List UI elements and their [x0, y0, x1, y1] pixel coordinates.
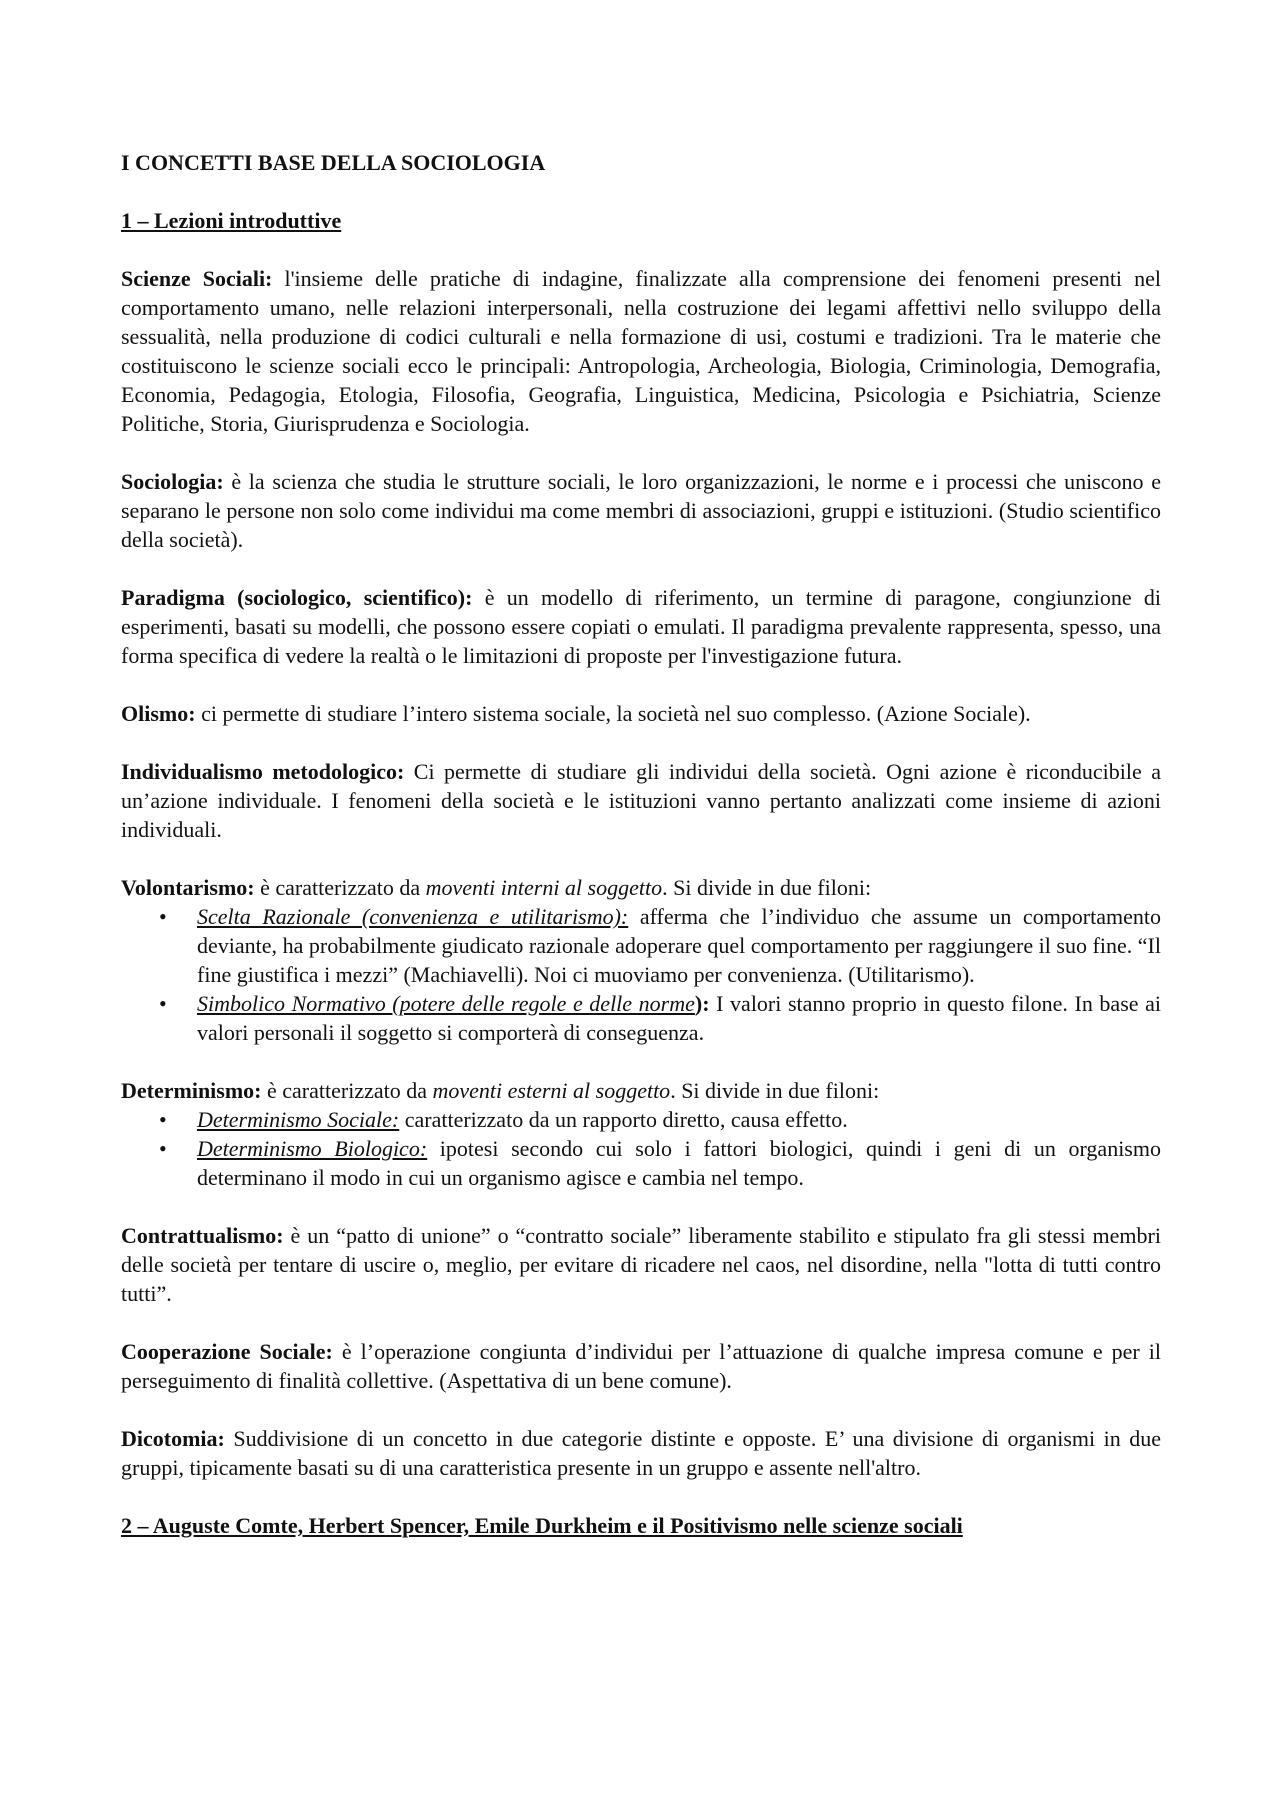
- term-label: Dicotomia:: [121, 1426, 225, 1451]
- bullet-icon: •: [159, 1107, 167, 1132]
- term-label: Olismo:: [121, 701, 196, 726]
- lead-text: è caratterizzato da: [254, 875, 426, 900]
- paragraph-individualismo: [121, 757, 1161, 844]
- subterm-label: Simbolico Normativo (potere delle regole e delle norme: [197, 991, 695, 1016]
- lead-text-end: . Si divide in due filoni:: [670, 1078, 880, 1103]
- paragraph-scienze-sociali: [121, 264, 1161, 438]
- paragraph-text: è un “patto di unione” o “contratto sociale” liberamente stabilito e stipulato fra gli stessi membri delle società per tentare di uscire o, meglio, per evitare di ricadere nel caos, nel disordine, nella "lotta di tutti contro tutti”.: [121, 1223, 1161, 1306]
- lead-italic: moventi esterni al soggetto: [432, 1078, 671, 1103]
- subterm-label: Determinismo Biologico:: [197, 1136, 428, 1161]
- term-label: Contrattualismo:: [121, 1223, 284, 1248]
- bullet-list: [121, 902, 1161, 1047]
- paragraph-text: è l’operazione congiunta d’individui per l’attuazione di qualche impresa comune e per il perseguimento di finalità collettive. (Aspettativa di un bene comune).: [121, 1339, 1161, 1393]
- term-label: Volontarismo:: [121, 875, 255, 900]
- paragraph-text: l'insieme delle pratiche di indagine, finalizzate alla comprensione dei fenomeni presenti nel comportamento umano, nelle relazioni interpersonali, nella costruzione dei legami affettivi nello sviluppo della sessualità, nella produzione di codici culturali e nella formazione di usi, costumi e tradizioni. Tra le materie che costituiscono le scienze sociali ecco le principali: Antropologia, Archeologia, Biologia, Criminologia, Demografia, Economia, Pedagogia, Etologia, Filosofia, Geografia, Linguistica, Medicina, Psicologia e Psichiatria, Scienze Politiche, Storia, Giurisprudenza e Sociologia.: [121, 266, 1162, 436]
- paragraph-cooperazione: [121, 1337, 1161, 1395]
- paragraph-text: è la scienza che studia le strutture sociali, le loro organizzazioni, le norme e i processi che uniscono e separano le persone non solo come individui ma come membri di associazioni, gruppi e istituzioni. (Studio scientifico della società).: [121, 469, 1161, 552]
- document-page: [121, 148, 1161, 1540]
- term-label: Individualismo metodologico:: [121, 759, 405, 784]
- bullet-icon: •: [159, 1136, 167, 1161]
- lead-italic: moventi interni al soggetto: [425, 875, 663, 900]
- bullet-icon: •: [159, 904, 167, 929]
- paragraph-lead: [121, 873, 1161, 902]
- paragraph-dicotomia: [121, 1424, 1161, 1482]
- paragraph-lead: [121, 1076, 1161, 1105]
- term-label: Cooperazione Sociale:: [121, 1339, 333, 1364]
- bullet-list: [121, 1105, 1161, 1192]
- paragraph-volontarismo: [121, 873, 1161, 1047]
- list-item: [121, 1105, 1161, 1134]
- paragraph-text: Ci permette di studiare gli individui della società. Ogni azione è riconducibile a un’azione individuale. I fenomeni della società e le istituzioni vanno pertanto analizzati come insieme di azioni individuali.: [121, 759, 1162, 842]
- section-heading-2: 2 – Auguste Comte, Herbert Spencer, Emile Durkheim e il Positivismo nelle scienze sociali: [121, 1513, 963, 1538]
- paragraph-determinismo: [121, 1076, 1161, 1192]
- list-item-text: afferma che l’individuo che assume un comportamento deviante, ha probabilmente giudicato razionale adoperare quel comportamento per raggiungere il suo fine. “Il fine giustifica i mezzi” (Machiavelli). Noi ci muoviamo per convenienza. (Utilitarismo).: [197, 904, 1162, 987]
- lead-text-end: . Si divide in due filoni:: [662, 875, 872, 900]
- paragraph-text: Suddivisione di un concetto in due categorie distinte e opposte. E’ una divisione di organismi in due gruppi, tipicamente basati su di una caratteristica presente in un gruppo e assente nell'altro.: [121, 1426, 1161, 1480]
- term-label: Paradigma (sociologico, scientifico):: [121, 585, 473, 610]
- term-label: Determinismo:: [121, 1078, 262, 1103]
- subterm-close: ):: [694, 991, 710, 1016]
- list-item-text: ipotesi secondo cui solo i fattori biologici, quindi i geni di un organismo determinano il modo in cui un organismo agisce e cambia nel tempo.: [197, 1136, 1161, 1190]
- paragraph-text: ci permette di studiare l’intero sistema sociale, la società nel suo complesso. (Azione Sociale).: [195, 701, 1031, 726]
- paragraph-sociologia: [121, 467, 1161, 554]
- paragraph-text: è un modello di riferimento, un termine di paragone, congiunzione di esperimenti, basati su modelli, che possono essere copiati o emulati. Il paradigma prevalente rappresenta, spesso, una forma specifica di vedere la realtà o le limitazioni di proposte per l'investigazione futura.: [121, 585, 1161, 668]
- list-item-text: I valori stanno proprio in questo filone. In base ai valori personali il soggetto si comporterà di conseguenza.: [197, 991, 1162, 1045]
- paragraph-olismo: [121, 699, 1161, 728]
- subterm-label: Scelta Razionale (convenienza e utilitarismo):: [197, 904, 629, 929]
- list-item: [121, 1134, 1161, 1192]
- list-item: [121, 989, 1161, 1047]
- list-item-text: caratterizzato da un rapporto diretto, causa effetto.: [399, 1107, 848, 1132]
- lead-text: è caratterizzato da: [261, 1078, 433, 1103]
- section-heading-1: 1 – Lezioni introduttive: [121, 208, 342, 233]
- subterm-label: Determinismo Sociale:: [197, 1107, 400, 1132]
- term-label: Sociologia:: [121, 469, 224, 494]
- bullet-icon: •: [159, 991, 167, 1016]
- paragraph-paradigma: [121, 583, 1161, 670]
- term-label: Scienze Sociali:: [121, 266, 273, 291]
- document-title: I CONCETTI BASE DELLA SOCIOLOGIA: [121, 150, 546, 175]
- paragraph-contrattualismo: [121, 1221, 1161, 1308]
- list-item: [121, 902, 1161, 989]
